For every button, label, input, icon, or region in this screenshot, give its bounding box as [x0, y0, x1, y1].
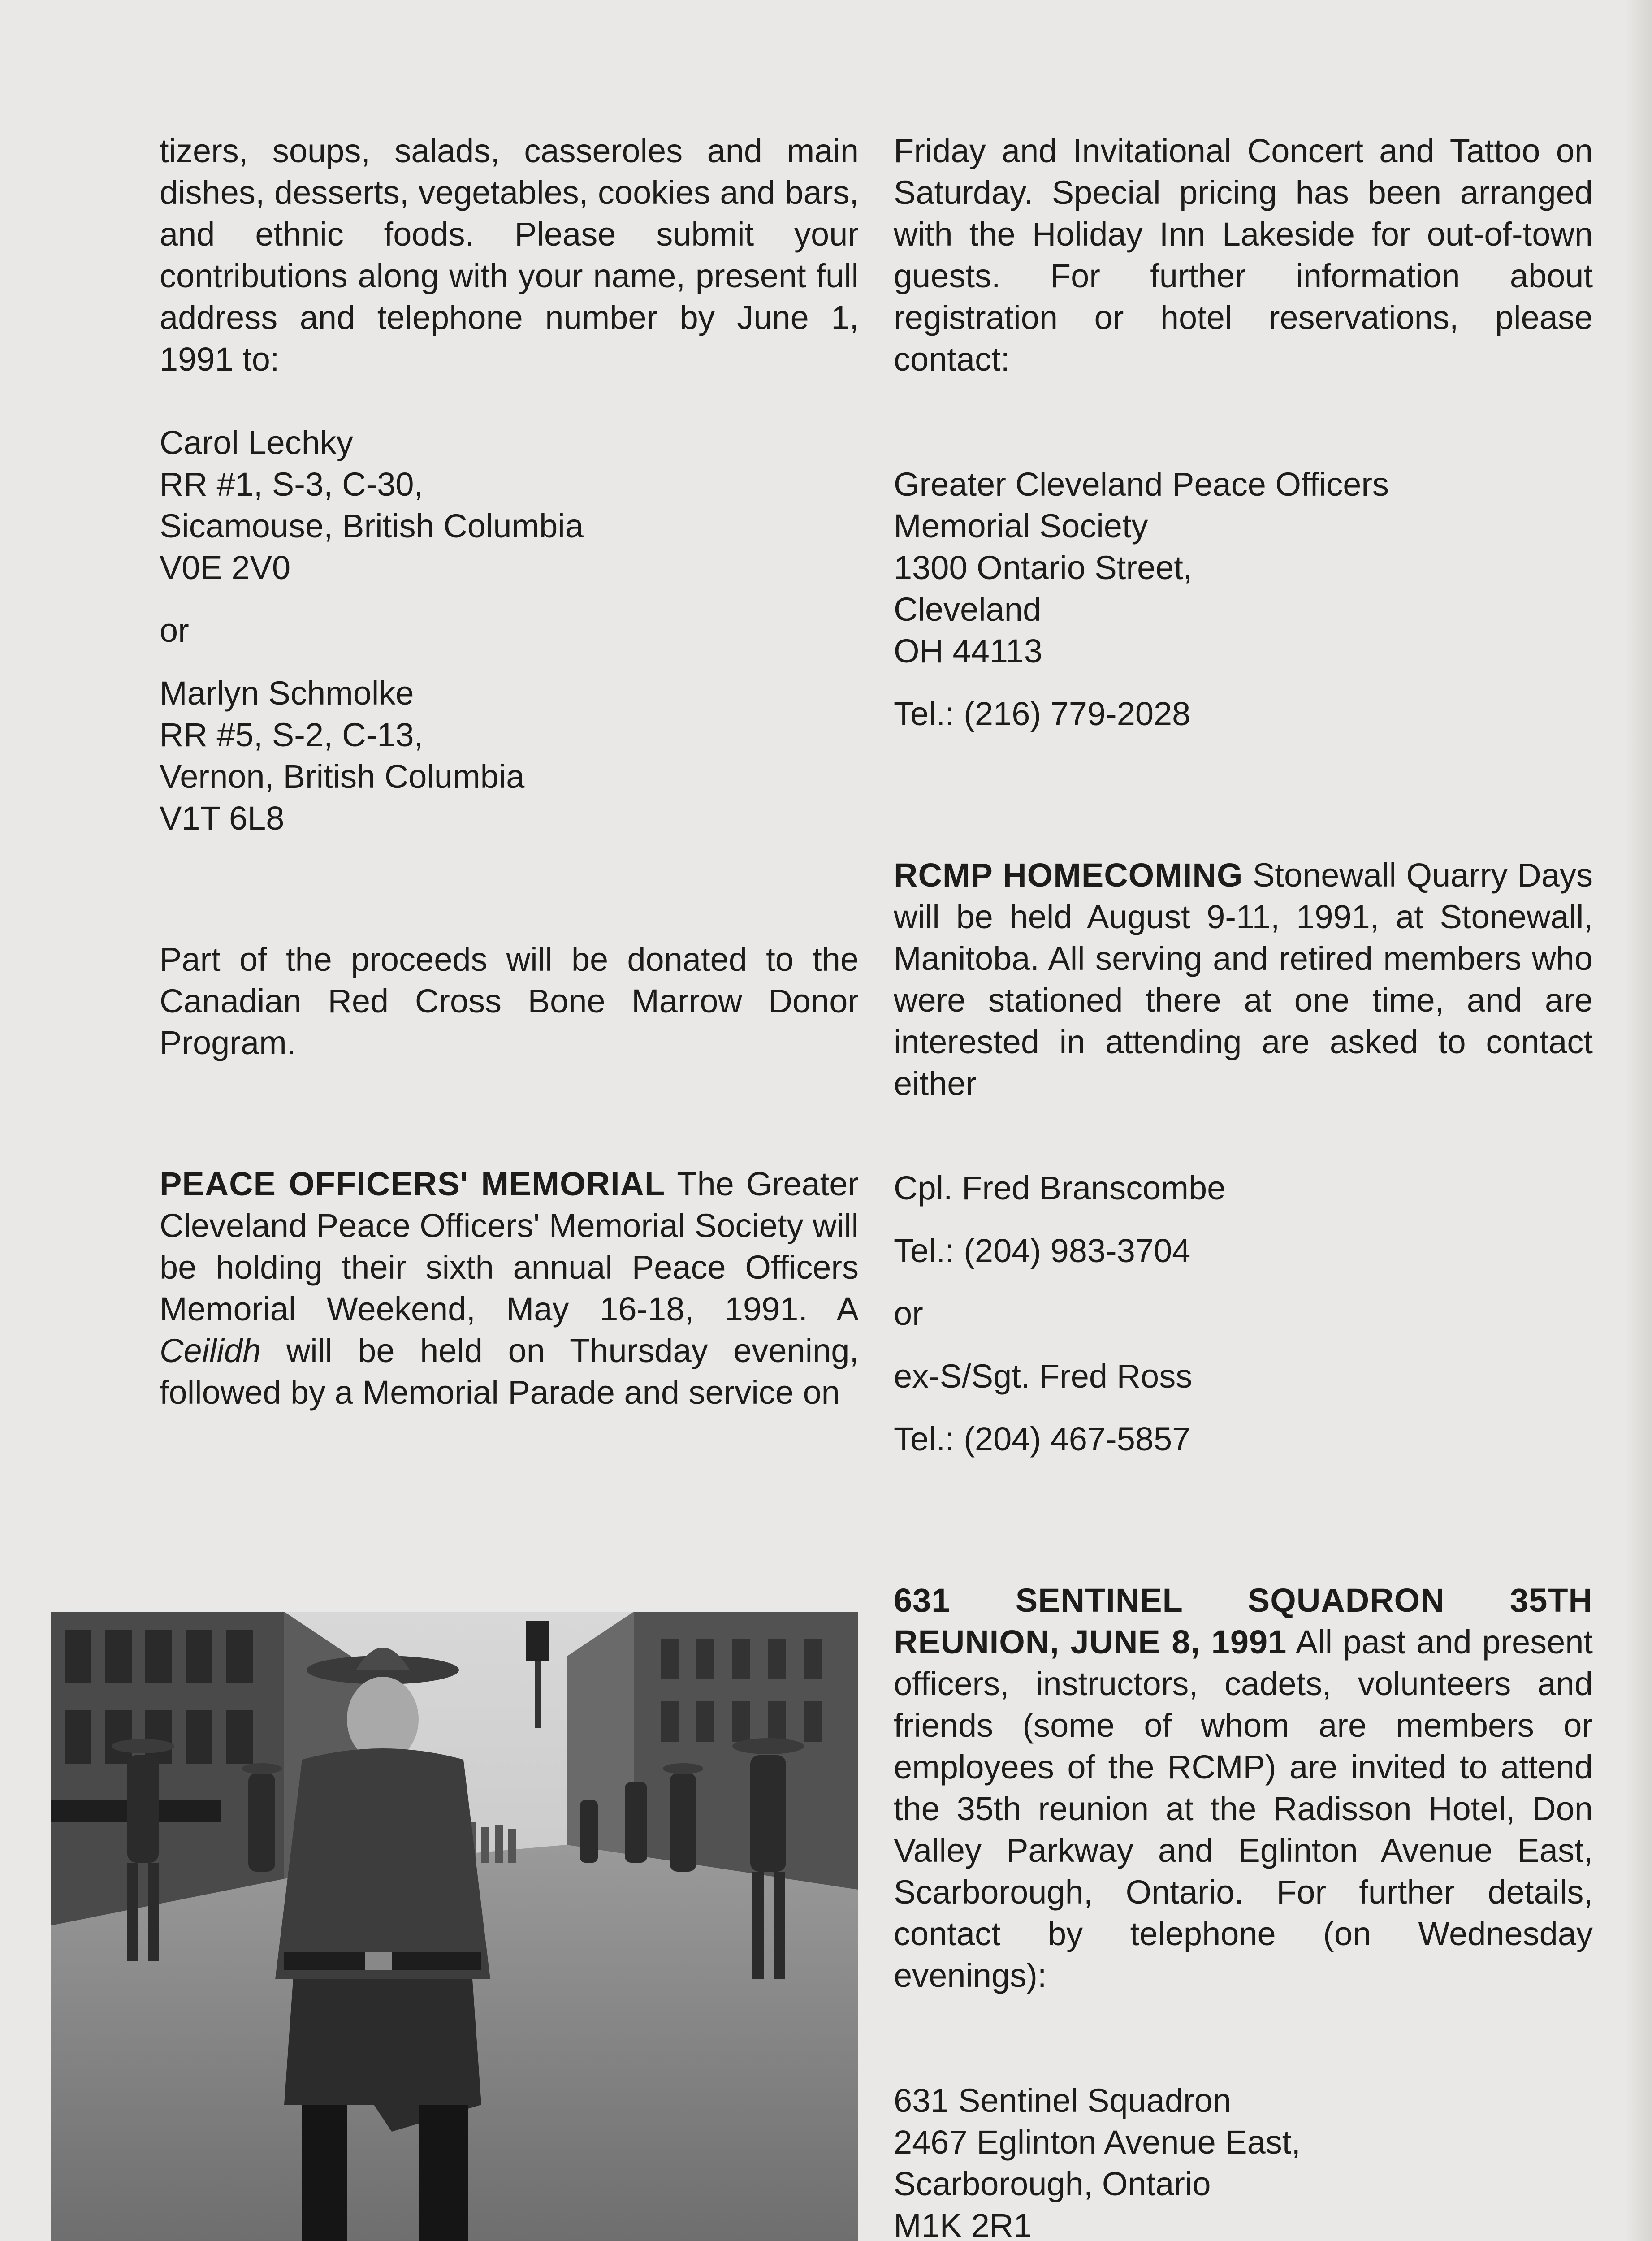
cleveland-contact-address	[894, 463, 1593, 672]
or-separator: or	[894, 1295, 923, 1332]
contact-1-tel: Tel.: (204) 983-3704	[894, 1232, 1191, 1269]
continuation-paragraph: Friday and Invitational Concert and Tattoo on Saturday. Special pricing has been arranged with the Holiday Inn Lakeside for out-of-town guests. For further information about registration or hotel reservations, please contact:	[894, 132, 1593, 378]
homecoming-heading: RCMP HOMECOMING	[894, 857, 1243, 894]
address-line: Cleveland	[894, 591, 1042, 628]
page-edge-shadow	[1625, 0, 1652, 2241]
memorial-text-end: will be held on Thursday evening, followed by a Memorial Parade and service on	[160, 1332, 859, 1411]
right-column	[894, 130, 1593, 2241]
intro-paragraph: tizers, soups, salads, casseroles and main dishes, desserts, vegetables, cookies and bars, and ethnic foods. Please submit your contributions along with your name, present full address and telephone number by June 1, 1991 to:	[160, 132, 859, 378]
or-separator: or	[160, 612, 189, 649]
address-line: Carol Lechky	[160, 424, 353, 461]
squadron-paragraph	[894, 1579, 1593, 1996]
left-column	[160, 130, 859, 1413]
address-line: Marlyn Schmolke	[160, 675, 414, 712]
address-block-schmolke	[160, 672, 859, 839]
address-line: Greater Cleveland Peace Officers	[894, 466, 1389, 503]
address-line: 631 Sentinel Squadron	[894, 2082, 1231, 2119]
parade-photo-image	[51, 1612, 858, 2241]
memorial-heading: PEACE OFFICERS' MEMORIAL	[160, 1165, 666, 1203]
homecoming-text: Stonewall Quarry Days will be held August 9-11, 1991, at Stonewall, Manitoba. All serving and retired members who were stationed there at one time, and are interested in attending are asked to contact either	[894, 857, 1593, 1102]
squadron-address	[894, 2080, 1593, 2241]
squadron-heading: 631 SENTINEL SQUADRON 35TH REUNION, JUNE 8, 1991	[894, 1582, 1593, 1661]
address-line: RR #1, S-3, C-30,	[160, 466, 424, 503]
address-line: 1300 Ontario Street,	[894, 549, 1193, 586]
address-line: Scarborough, Ontario	[894, 2165, 1211, 2202]
address-line: Vernon, British Columbia	[160, 758, 525, 795]
address-line: V0E 2V0	[160, 549, 291, 586]
contact-2-name: ex-S/Sgt. Fred Ross	[894, 1358, 1193, 1395]
ceilidh-italic: Ceilidh	[160, 1332, 261, 1369]
address-block-lechky	[160, 422, 859, 588]
contact-2-tel: Tel.: (204) 467-5857	[894, 1420, 1191, 1458]
parade-photo	[51, 1612, 858, 2241]
address-line: RR #5, S-2, C-13,	[160, 716, 424, 753]
memorial-paragraph	[160, 1163, 859, 1413]
contact-1-name: Cpl. Fred Branscombe	[894, 1169, 1226, 1207]
address-line: Sicamouse, British Columbia	[160, 507, 584, 545]
memorial-text: The Greater Cleveland Peace Officers' Memorial Society will be holding their sixth annual Peace Officers Memorial Weekend, May 16-18, 1991. A	[160, 1165, 859, 1328]
address-line: Memorial Society	[894, 507, 1148, 545]
squadron-text: All past and present officers, instructors, cadets, volunteers and friends (some of whom are members or employees of the RCMP) are invited to attend the 35th reunion at the Radisson Hotel, Don Valley Parkway and Eglinton Avenue East, Scarborough, Ontario. For further details, contact by telephone (on Wednesday evenings):	[894, 1623, 1593, 1994]
address-line: 2467 Eglinton Avenue East,	[894, 2124, 1301, 2161]
address-line: OH 44113	[894, 632, 1042, 670]
address-line: M1K 2R1	[894, 2207, 1032, 2241]
address-line: V1T 6L8	[160, 800, 285, 837]
homecoming-paragraph	[894, 854, 1593, 1104]
cleveland-tel: Tel.: (216) 779-2028	[894, 695, 1191, 732]
proceeds-paragraph: Part of the proceeds will be donated to the Canadian Red Cross Bone Marrow Donor Program.	[160, 941, 859, 1061]
